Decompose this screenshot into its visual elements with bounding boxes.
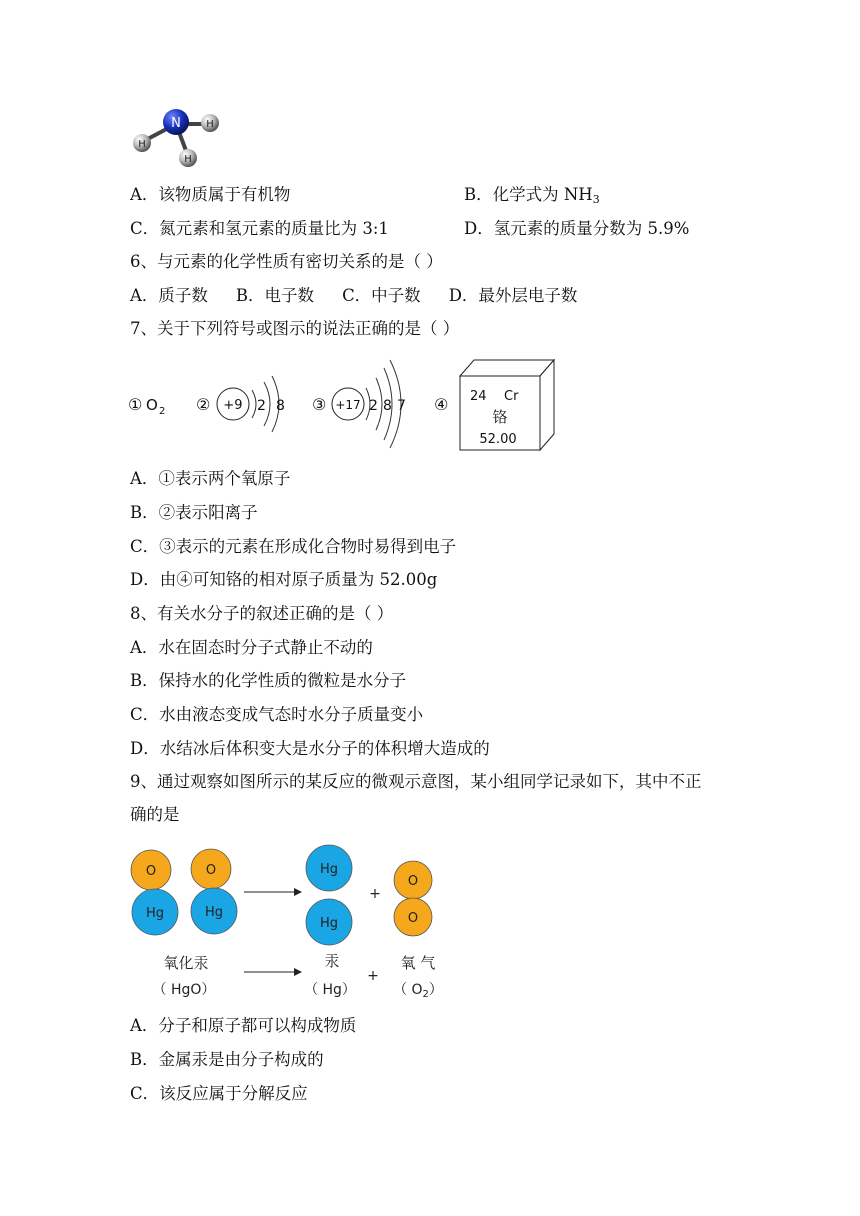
q5-option-d: D．氢元素的质量分数为 5.9%	[464, 219, 690, 238]
item4-mark: ④	[434, 395, 449, 414]
mercury-label: Hg	[204, 905, 224, 920]
q8-option-a: A．水在固态时分子式静止不动的	[130, 638, 373, 657]
item2-shell-count: 2	[257, 398, 266, 414]
q9-stem-line2: 确的是	[130, 805, 180, 824]
q5-option-b-sub: 3	[592, 193, 600, 206]
q5-option-b-text: B．化学式为 NH	[464, 185, 593, 204]
q6-option-a: A．质子数	[130, 286, 208, 305]
element-symbol: Cr	[504, 389, 519, 404]
element-number: 24	[470, 389, 487, 404]
oxygen-label: O	[407, 911, 419, 926]
q7-option-a: A．①表示两个氧原子	[130, 469, 291, 488]
q6-stem: 6、与元素的化学性质有密切关系的是（ ）	[130, 252, 443, 271]
q6-option-b: B．电子数	[235, 286, 315, 305]
item3-nucleus: +17	[335, 398, 361, 412]
q9-option-b: B．金属汞是由分子构成的	[130, 1050, 324, 1069]
reactant-formula: （ HgO）	[152, 982, 216, 998]
product2-name: 氧 气	[400, 954, 436, 972]
item2-nucleus: +9	[223, 398, 243, 413]
oxygen-label: O	[145, 864, 157, 879]
item3-shell-count: 7	[397, 398, 406, 414]
item3-mark: ③	[312, 395, 327, 414]
element-mass: 52.00	[479, 432, 517, 447]
q9-option-a: A．分子和原子都可以构成物质	[130, 1016, 357, 1035]
oxygen-label: O	[407, 874, 419, 889]
product2-formula	[393, 982, 443, 1000]
item3-shell-count: 8	[383, 398, 392, 414]
mercury-label: Hg	[319, 916, 339, 931]
reactant-name: 氧化汞	[163, 954, 209, 972]
mercury-label: Hg	[319, 862, 339, 877]
reaction-diagram	[126, 840, 456, 1006]
q5-option-a: A．该物质属于有机物	[130, 185, 291, 204]
item2-mark: ②	[196, 395, 211, 414]
atom-label-n: N	[171, 116, 181, 131]
atom-label-h: H	[206, 119, 214, 130]
q7-figure	[126, 352, 566, 454]
ammonia-molecule-figure	[126, 102, 226, 174]
plus-sign: +	[367, 968, 379, 984]
atom-label-h: H	[138, 139, 146, 150]
q5-option-b	[464, 184, 600, 211]
q9-option-c: C．该反应属于分解反应	[130, 1084, 308, 1103]
item2-shell-count: 8	[276, 398, 285, 414]
q6-options	[130, 285, 577, 307]
item1-formula: O	[146, 396, 158, 414]
q7-option-d: D．由④可知铬的相对原子质量为 52.00g	[130, 570, 438, 589]
q8-option-d: D．水结冰后体积变大是水分子的体积增大造成的	[130, 739, 490, 758]
item1-formula-sub: 2	[159, 406, 166, 417]
product1-formula: （ Hg）	[304, 982, 356, 998]
product2-formula-sub: 2	[422, 989, 429, 1000]
q7-option-b: B．②表示阳离子	[130, 503, 258, 522]
product2-formula-pre: （ O	[393, 982, 423, 998]
mercury-label: Hg	[145, 906, 165, 921]
item2-shell-arc	[252, 390, 256, 418]
q5-option-c: C．氮元素和氢元素的质量比为 3:1	[130, 219, 389, 238]
item3-shell-count: 2	[369, 398, 378, 414]
q7-stem: 7、关于下列符号或图示的说法正确的是（ ）	[130, 319, 460, 338]
q6-option-d: D．最外层电子数	[448, 286, 578, 305]
product2-formula-post: ）	[428, 982, 443, 998]
q6-option-c: C．中子数	[342, 286, 421, 305]
product1-name: 汞	[324, 952, 340, 970]
q9-stem-line1: 9、通过观察如图所示的某反应的微观示意图，某小组同学记录如下，其中不正	[130, 772, 702, 791]
element-name: 铬	[492, 408, 508, 426]
item1-mark: ①	[128, 395, 143, 414]
q8-option-b: B．保持水的化学性质的微粒是水分子	[130, 671, 407, 690]
q8-stem: 8、有关水分子的叙述正确的是（ ）	[130, 604, 394, 623]
q7-option-c: C．③表示的元素在形成化合物时易得到电子	[130, 537, 457, 556]
atom-label-h: H	[184, 154, 192, 165]
q8-option-c: C．水由液态变成气态时水分子质量变小	[130, 705, 424, 724]
oxygen-label: O	[205, 863, 217, 878]
plus-sign: +	[369, 886, 381, 902]
